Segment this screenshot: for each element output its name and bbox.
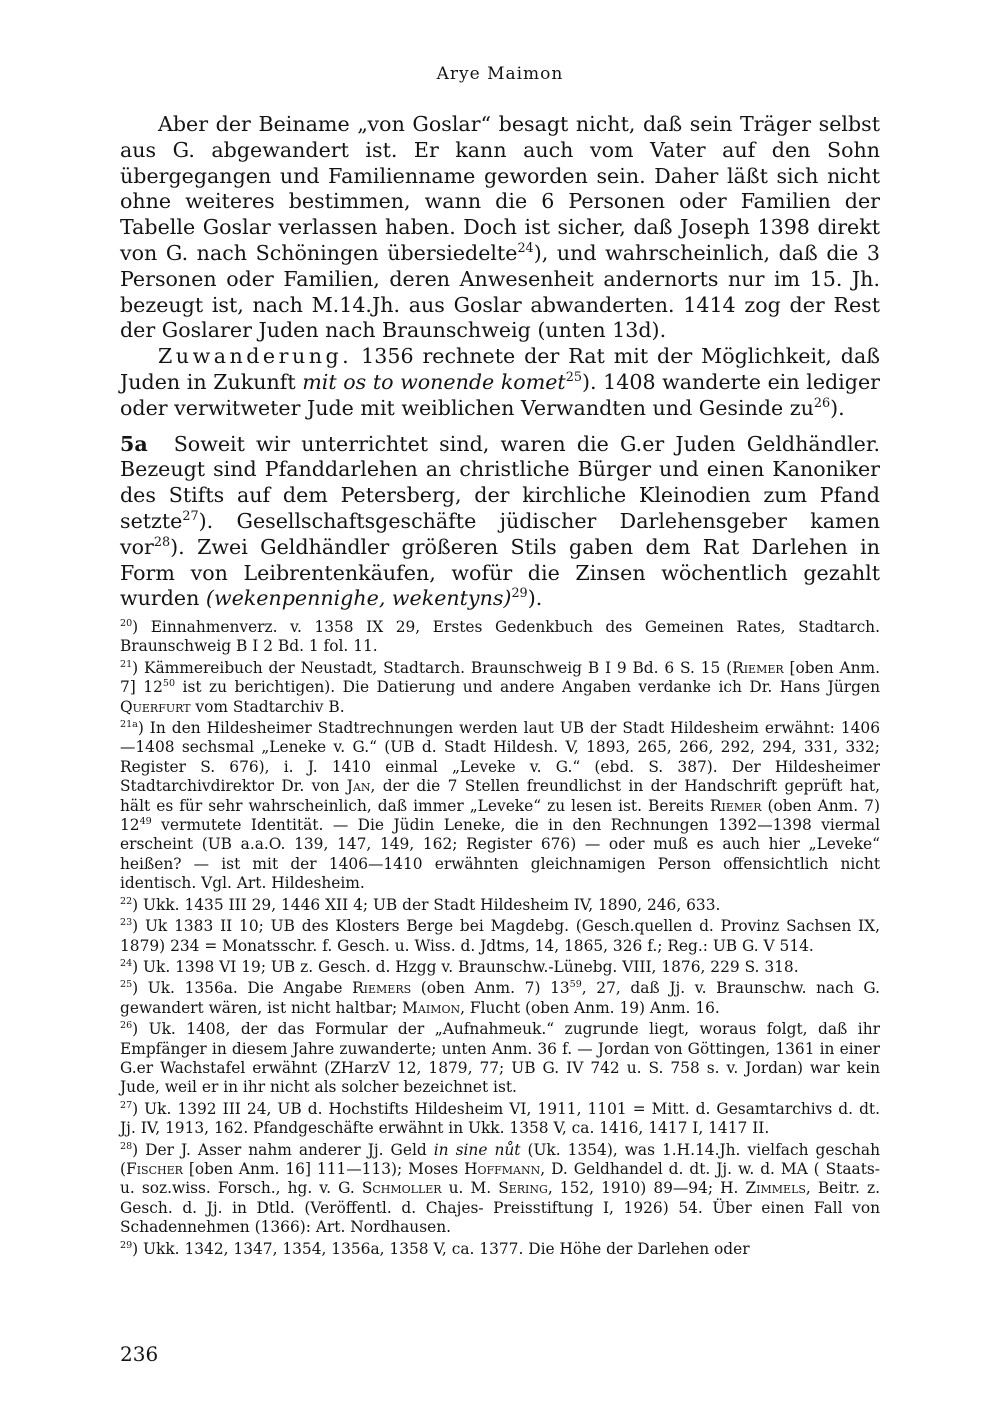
- footnote-ref-28: 28: [153, 534, 171, 550]
- footnote-28: $^{28}$) Der J. Asser nahm anderer Jj. Geld in sine nůt (Uk. 1354), was 1.H.14.Jh. vielfach geschah (Fischer [oben Anm. 16] 111—113); Moses Hoffmann, D. Geldhandel d. dt. Jj. w. d. MA ( Staats- u. soz.wiss. Forsch., hg. v. G. Schmoller u. M. Sering, 152, 1910) 89—94; H. Zimmels, Beitr. z. Gesch. d. Jj. in Dtld. (Veröffentl. d. Chajes- Preisstiftung I, 1926) 54. Über einen Fall von Schadennehmen (1366): Art. Nordhausen.: [120, 1140, 881, 1237]
- footnote-21a: $^{21a}$) In den Hildesheimer Stadtrechnungen werden laut UB der Stadt Hildesheim erwähnt: 1406—1408 sechsmal „Leneke v. G.“ (UB d. Stadt Hildesh. V, 1893, 265, 266, 292, 294, 331, 332; Register S. 676), i. J. 1410 einmal „Leveke v. G.“ (ebd. S. 387). Der Hildesheimer Stadtarchivdirektor Dr. von Jan, der die 7 Stellen freundlichst in der Handschrift geprüft hat, hält es für sehr wahrscheinlich, daß immer „Leveke“ zu lesen ist. Bereits Riemer (oben Anm. 7) $12^{49}$ vermutete Identität. — Die Jüdin Leneke, die in den Rechnungen 1392—1398 viermal erscheint (UB a.a.O. 139, 147, 149, 162; Register 676) — oder muß es auch hier „Leveke“ heißen? — ist mit der 1406—1410 erwähnten gleichnamigen Person offensichtlich nicht identisch. Vgl. Art. Hildesheim.: [120, 718, 880, 893]
- section-heading-zuwanderung: Zuwanderung.: [158, 344, 353, 369]
- running-header: [0, 64, 1000, 84]
- footnote-ref-24: 24: [517, 241, 534, 257]
- footnote-ref-26: 26: [813, 395, 831, 411]
- paragraph-1: Aber der Beiname „von Goslar“ besagt nicht, daß sein Träger selbst aus G. abgewandert ist. Er kann auch vom Vater auf den Sohn übergegangen und Familienname geworden sein. Daher läßt sich nicht ohne weiteres bestimmen, wann die 6 Personen oder Familien der Tabelle Goslar verlassen haben. Doch ist sicher, daß Joseph 1398 direkt von G. nach Schöningen übersiedelte$^{24}$), und wahrscheinlich, daß die 3 Personen oder Familien, deren Anwesenheit andernorts nur im 15. Jh. bezeugt ist, nach M.14.Jh. aus Goslar abwanderten. 1414 zog der Rest der Goslarer Juden nach Braunschweig (unten 13d).: [120, 112, 880, 343]
- main-text: [120, 112, 880, 612]
- paragraph-zuwanderung: Zuwanderung. 1356 rechnete der Rat mit der Möglichkeit, daß Juden in Zukunft mit os to wonende komet$^{25}$). 1408 wanderte ein lediger oder verwitweter Jude mit weiblichen Verwandten und Gesinde $zu^{26}$).: [120, 344, 880, 420]
- footnotes: [120, 618, 880, 1261]
- footnote-ref-25: 25: [565, 370, 582, 386]
- header-author: Arye Maimon: [436, 64, 564, 84]
- footnote-25: $^{25}$) Uk. 1356a. Die Angabe Riemers (oben Anm. 7) $13^{59}$, 27, daß Jj. v. Braunschw. nach G. gewandert wären, ist nicht haltbar; Maimon, Flucht (oben Anm. 19) Anm. 16.: [120, 979, 880, 1017]
- footnote-22: $^{22}$) Ukk. 1435 III 29, 1446 XII 4; UB der Stadt Hildesheim IV, 1890, 246, 633.: [120, 895, 721, 914]
- footnote-ref-27: 27: [182, 509, 199, 525]
- quote-italic: mit os to wonende komet: [302, 369, 566, 394]
- footnote-ref-29: 29: [511, 586, 528, 602]
- footnote-20: $^{20}$) Einnahmenverz. v. 1358 IX 29, Erstes Gedenkbuch des Gemeinen Rates, Stadtarch. Braunschweig B I 2 Bd. 1 fol. 11.: [120, 617, 880, 656]
- section-number: 5a: [120, 431, 148, 456]
- section-5a: 5a Soweit wir unterrichtet sind, waren die G.er Juden Geldhändler. Bezeugt sind Pfanddarlehen an christliche Bürger und einen Kanoniker des Stifts auf dem Petersberg, der kirchliche Kleinodien zum Pfand setzte$^{27}$). Gesellschaftsgeschäfte jüdischer Darlehensgeber kamen vor$^{28}$). Zwei Geldhändler größeren Stils gaben dem Rat Darlehen in Form von Leibrentenkäufen, wofür die Zinsen wöchentlich gezahlt wurden (wekenpennighe, wekentyns)$^{29}$).: [120, 431, 880, 611]
- footnote-29: $^{29}$) Ukk. 1342, 1347, 1354, 1356a, 1358 V, ca. 1377. Die Höhe der Darlehen oder: [120, 1239, 750, 1258]
- terms-italic: (wekenpennighe, wekentyns): [205, 586, 512, 611]
- footnote-24: $^{24}$) Uk. 1398 VI 19; UB z. Gesch. d. Hzgg v. Braunschw.-Lünebg. VIII, 1876, 229 S. 318.: [120, 957, 799, 976]
- footnote-26: $^{26}$) Uk. 1408, der das Formular der „Aufnahmeuk.“ zugrunde liegt, woraus folgt, daß ihr Empfänger in diesem Jahre zuwanderte; unten Anm. 36 f. — Jordan von Göttingen, 1361 in einer G.er Wachstafel erwähnt (ZHarzV 12, 1879, 77; UB G. IV 742 u. S. 758 s. v. Jordan) war kein Jude, weil er in ihr nicht als solcher bezeichnet ist.: [120, 1020, 880, 1097]
- footnote-23: $^{23}$) Uk 1383 II 10; UB des Klosters Berge bei Magdebg. (Gesch.quellen d. Provinz Sachsen IX, 1879) 234 = Monatsschr. f. Gesch. u. Wiss. d. Jdtms, 14, 1865, 326 f.; Reg.: UB G. V 514.: [120, 916, 880, 955]
- footnote-27: $^{27}$) Uk. 1392 III 24, UB d. Hochstifts Hildesheim VI, 1911, 1101 = Mitt. d. Gesamtarchivs d. dt. Jj. IV, 1913, 162. Pfandgeschäfte erwähnt in Ukk. 1358 V, ca. 1416, 1417 I, 1417 II.: [120, 1099, 880, 1138]
- footnote-21: $^{21}$) Kämmereibuch der Neustadt, Stadtarch. Braunschweig B I 9 Bd. 6 S. 15 (Riemer [oben Anm. 7] $12^{50}$ ist zu berichtigen). Die Datierung und andere Angaben verdanke ich Dr. Hans Jürgen Querfurt vom Stadtarchiv B.: [120, 658, 880, 716]
- page-number: 236: [120, 1342, 159, 1366]
